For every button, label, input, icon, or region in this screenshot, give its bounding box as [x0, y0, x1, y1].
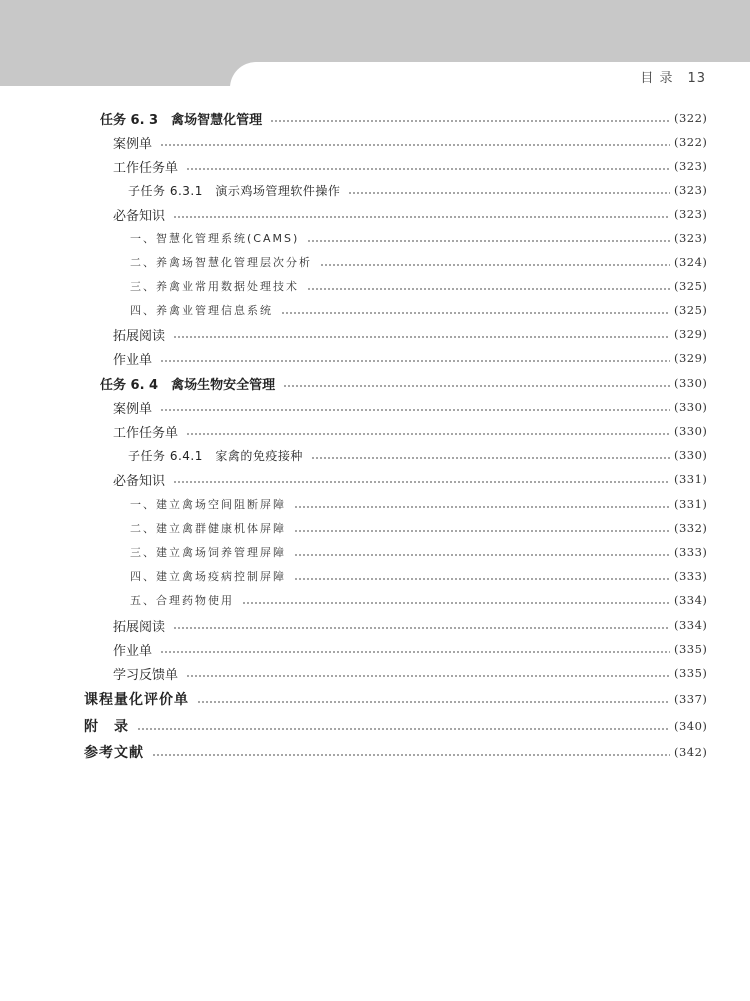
toc-entry-title: 四、建立禽场疫病控制屏障	[130, 570, 286, 583]
toc-entry	[0, 228, 750, 248]
toc-entry	[0, 494, 750, 514]
toc-entry	[0, 108, 750, 128]
dot-leader	[186, 168, 670, 170]
toc-entry-page: (323)	[674, 231, 708, 245]
toc-entry	[0, 324, 750, 344]
toc-entry-page: (323)	[674, 159, 708, 173]
dot-leader	[283, 385, 670, 387]
toc-entry	[0, 156, 750, 176]
running-header	[640, 67, 706, 86]
toc-entry-page: (330)	[674, 400, 708, 414]
toc-entry-title: 学习反馈单	[113, 667, 179, 683]
dot-leader	[173, 216, 670, 218]
toc-entry-page: (335)	[674, 642, 708, 656]
toc-entry	[0, 300, 750, 320]
toc-entry-page: (330)	[674, 448, 708, 462]
toc-entry-title: 工作任务单	[113, 425, 179, 441]
toc-entry-page: (325)	[674, 303, 708, 317]
dot-leader	[173, 627, 670, 629]
toc-entry	[0, 373, 750, 393]
dot-leader	[294, 506, 670, 508]
dot-leader	[160, 144, 670, 146]
dot-leader	[152, 754, 670, 756]
toc-entry-page: (331)	[674, 472, 708, 486]
toc-entry-title: 拓展阅读	[113, 328, 166, 344]
toc-entry-page: (329)	[674, 351, 708, 365]
toc-entry-page: (334)	[674, 593, 708, 607]
dot-leader	[173, 481, 670, 483]
toc-entry-title: 任务 6. 4 禽场生物安全管理	[100, 377, 276, 393]
dot-leader	[281, 312, 670, 314]
toc-entry-title: 课程量化评价单	[84, 692, 189, 708]
toc-entry-page: (329)	[674, 327, 708, 341]
dot-leader	[348, 192, 670, 194]
toc-entry-page: (323)	[674, 207, 708, 221]
toc-entry	[0, 180, 750, 200]
toc-entry-page: (333)	[674, 569, 708, 583]
toc-entry-page: (332)	[674, 521, 708, 535]
dot-leader	[270, 120, 670, 122]
toc-entry	[0, 469, 750, 489]
toc-entry	[0, 689, 750, 709]
toc-entry-title: 二、建立禽群健康机体屏障	[130, 522, 286, 535]
toc-entry	[0, 590, 750, 610]
toc-entry	[0, 348, 750, 368]
dot-leader	[173, 336, 670, 338]
dot-leader	[320, 264, 670, 266]
dot-leader	[186, 433, 670, 435]
toc-entry	[0, 518, 750, 538]
toc-entry-title: 拓展阅读	[113, 619, 166, 635]
toc-entry	[0, 445, 750, 465]
toc-entry-title: 五、合理药物使用	[130, 594, 234, 607]
toc-entry-title: 二、养禽场智慧化管理层次分析	[130, 256, 312, 269]
dot-leader	[294, 578, 670, 580]
toc-entry-title: 参考文献	[84, 745, 144, 761]
toc-entry-page: (337)	[674, 692, 708, 706]
toc-entry-title: 子任务 6.4.1 家禽的免疫接种	[128, 448, 303, 463]
dot-leader	[294, 554, 670, 556]
toc-entry	[0, 421, 750, 441]
toc-entry	[0, 252, 750, 272]
dot-leader	[160, 651, 670, 653]
toc-entry-page: (322)	[674, 111, 708, 125]
toc-entry	[0, 276, 750, 296]
toc-entry	[0, 204, 750, 224]
dot-leader	[160, 360, 670, 362]
header-section-title: 目 录	[640, 71, 674, 86]
toc-entry-page: (322)	[674, 135, 708, 149]
toc-entry-title: 一、智慧化管理系统(CAMS)	[130, 232, 300, 245]
header-page-number: 13	[687, 71, 706, 86]
toc-entry	[0, 663, 750, 683]
toc-entry	[0, 397, 750, 417]
toc-entry-page: (330)	[674, 424, 708, 438]
toc-entry	[0, 742, 750, 762]
toc-entry-title: 必备知识	[113, 208, 166, 224]
toc-entry-title: 任务 6. 3 禽场智慧化管理	[100, 112, 263, 128]
toc-entry-title: 案例单	[113, 136, 153, 152]
toc-entry-page: (340)	[674, 719, 708, 733]
dot-leader	[307, 240, 670, 242]
toc-entry-title: 三、建立禽场饲养管理屏障	[130, 546, 286, 559]
toc-entry	[0, 639, 750, 659]
toc-entry	[0, 542, 750, 562]
toc-entry-page: (323)	[674, 183, 708, 197]
dot-leader	[242, 602, 670, 604]
toc-entry-page: (324)	[674, 255, 708, 269]
toc-entry-page: (334)	[674, 618, 708, 632]
toc-entry-page: (342)	[674, 745, 708, 759]
toc-entry-page: (335)	[674, 666, 708, 680]
dot-leader	[197, 701, 670, 703]
toc-entry-title: 作业单	[113, 352, 153, 368]
toc-entry-page: (331)	[674, 497, 708, 511]
dot-leader	[294, 530, 670, 532]
toc-entry	[0, 716, 750, 736]
toc-entry	[0, 566, 750, 586]
toc-entry-page: (333)	[674, 545, 708, 559]
toc-entry-title: 四、养禽业管理信息系统	[130, 304, 273, 317]
toc-entry-page: (325)	[674, 279, 708, 293]
toc-entry-title: 附 录	[84, 719, 129, 735]
dot-leader	[311, 457, 670, 459]
toc-entry-title: 必备知识	[113, 473, 166, 489]
toc-entry-title: 子任务 6.3.1 演示鸡场管理软件操作	[128, 183, 341, 198]
toc-entry-title: 作业单	[113, 643, 153, 659]
toc-entry-title: 三、养禽业常用数据处理技术	[130, 280, 299, 293]
toc-entry-page: (330)	[674, 376, 708, 390]
dot-leader	[307, 288, 670, 290]
toc-entry	[0, 132, 750, 152]
toc-entry	[0, 615, 750, 635]
dot-leader	[137, 728, 670, 730]
dot-leader	[186, 675, 670, 677]
toc-entry-title: 一、建立禽场空间阻断屏障	[130, 498, 286, 511]
dot-leader	[160, 409, 670, 411]
toc-entry-title: 工作任务单	[113, 160, 179, 176]
toc-entry-title: 案例单	[113, 401, 153, 417]
